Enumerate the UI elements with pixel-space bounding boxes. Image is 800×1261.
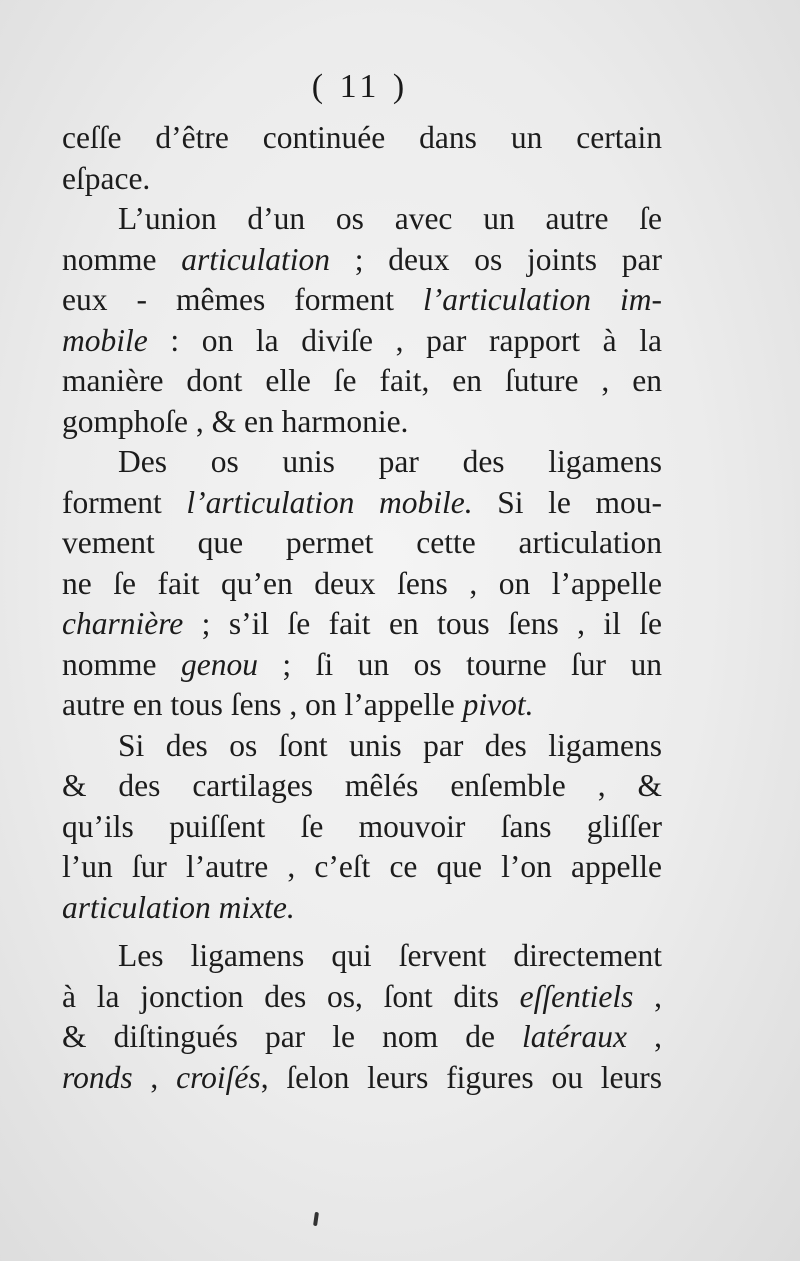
text-line: Si des os ſont unis par des ligamens	[118, 727, 662, 763]
text-line: ronds , croiſés, ſelon leurs figures ou leurs	[62, 1059, 663, 1095]
text-line: L’union d’un os avec un autre ſe	[118, 201, 662, 236]
text-line: & diſtingués par le nom de latéraux ,	[62, 1019, 663, 1054]
text-line: autre en tous ſens , on l’appelle pivot.	[62, 687, 534, 722]
text-line: Les ligamens qui ſervent directement	[118, 938, 662, 973]
text-line: ceſſe d’être continuée dans un certain	[62, 120, 662, 155]
text-line: l’un ſur l’autre , c’eſt ce que l’on appelle	[62, 849, 662, 884]
text-line: eſpace.	[62, 160, 151, 196]
text-line: à la jonction des os, ſont dits eſſentiels ,	[62, 978, 663, 1014]
text-line: gomphoſe , & en harmonie.	[62, 403, 409, 439]
text-line: nomme articulation ; deux os joints par	[62, 241, 662, 277]
page-number: ( 11 )	[311, 68, 409, 105]
text-line: manière dont elle ſe fait, en ſuture , en	[62, 363, 662, 398]
text-line: articulation mixte.	[62, 889, 295, 925]
paragraph-gap	[62, 928, 662, 936]
text-line: forment l’articulation mobile. Si le mou-	[62, 484, 662, 520]
ink-mark	[313, 1212, 319, 1226]
text-line: nomme genou ; ſi un os tourne ſur un	[62, 646, 662, 682]
text-line: eux - mêmes forment l’articulation im-	[62, 282, 662, 317]
text-line: charnière ; s’il ſe fait en tous ſens , il ſe	[62, 606, 662, 641]
text-line: ne ſe fait qu’en deux ſens , on l’appelle	[62, 565, 662, 601]
text-line: & des cartilages mêlés enſemble , &	[62, 768, 662, 803]
text-line: vement que permet cette articulation	[62, 525, 662, 560]
text-line: Des os unis par des ligamens	[118, 444, 662, 479]
text-line: mobile : on la diviſe , par rapport à la	[62, 322, 662, 358]
body-text	[62, 118, 662, 1098]
text-line: qu’ils puiſſent ſe mouvoir ſans gliſſer	[62, 808, 662, 844]
